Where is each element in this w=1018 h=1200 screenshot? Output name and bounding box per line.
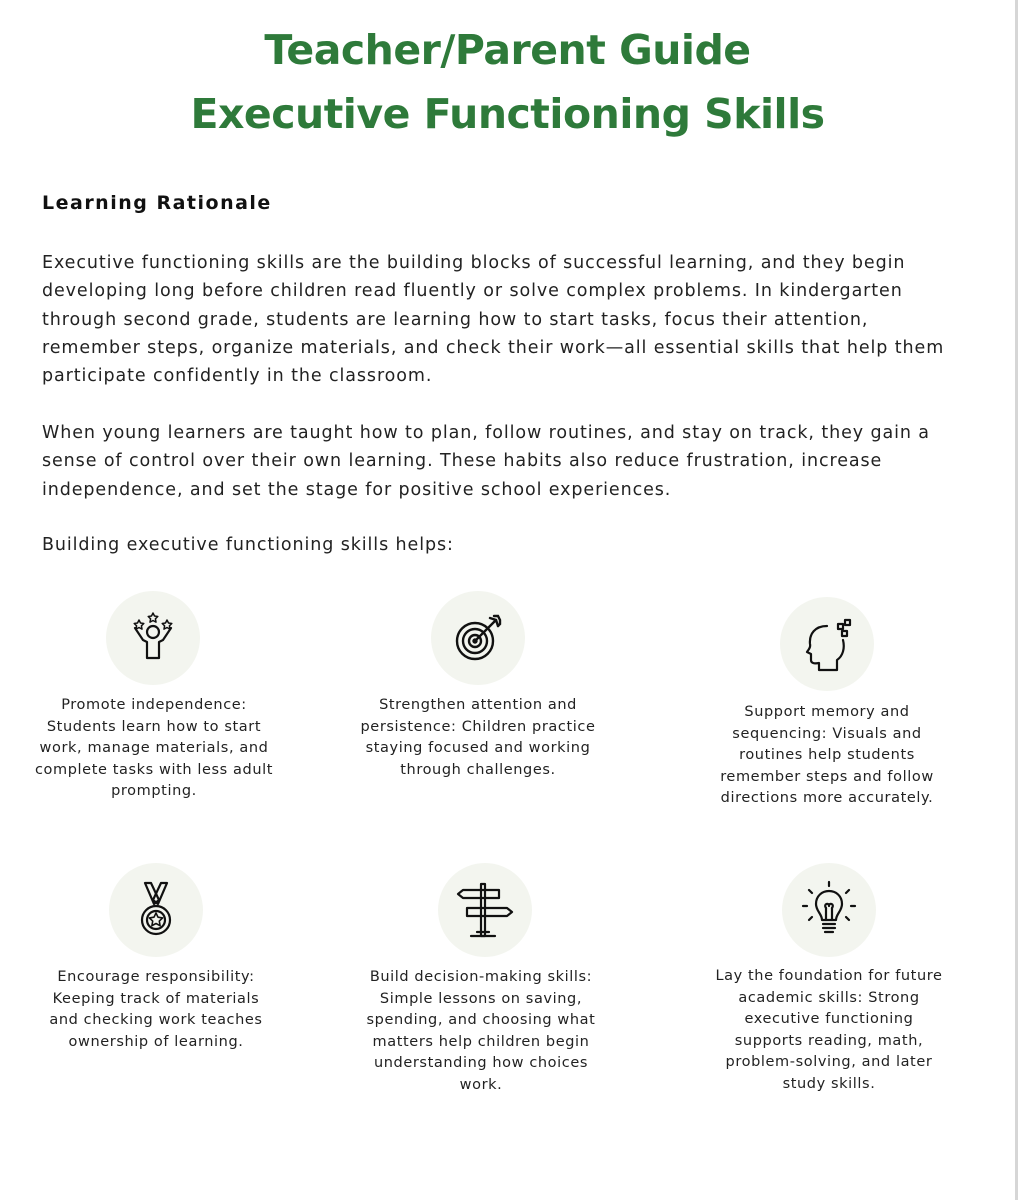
celebrating-person-icon [106,591,200,685]
benefit-text-3: Support memory and sequencing: Visuals and routines help students remember steps and follow directions more accurately. [720,704,934,807]
page-title-line-1: Teacher/Parent Guide [264,26,751,74]
page-title-line-2: Executive Functioning Skills [190,90,825,138]
benefit-text-2: Strengthen attention and persistence: Children practice staying focused and working through challenges. [360,697,596,778]
rationale-paragraph-1: Executive functioning skills are the building blocks of successful learning, and they begin developing long before children read fluently or solve complex problems. In kindergarten through second grade, students are learning how to start tasks, focus their attention, remember steps, organize materials, and check their work—all essential skills that help them participate confidently in the classroom. [42,253,945,387]
lightbulb-icon [782,863,876,957]
benefit-text-6: Lay the foundation for future academic skills: Strong executive functioning supports reading, math, problem-solving, and later study skills. [715,968,943,1092]
head-thinking-icon [780,597,874,691]
signpost-icon [438,863,532,957]
rationale-paragraph-2: When young learners are taught how to plan, follow routines, and stay on track, they gain a sense of control over their own learning. These habits also reduce frustration, increase independence, and set the stage for positive school experiences. [42,423,930,500]
target-arrow-icon [431,591,525,685]
section-heading: Learning Rationale [42,192,272,214]
benefit-text-4: Encourage responsibility: Keeping track of materials and checking work teaches ownership of learning. [49,969,263,1050]
benefit-text-5: Build decision-making skills: Simple lessons on saving, spending, and choosing what matters help children begin understanding how choices work. [366,969,596,1093]
benefits-intro: Building executive functioning skills helps: [42,535,454,555]
benefit-text-1: Promote independence: Students learn how to start work, manage materials, and complete tasks with less adult prompting. [34,697,274,800]
page-title [0,18,1015,146]
medal-icon [109,863,203,957]
